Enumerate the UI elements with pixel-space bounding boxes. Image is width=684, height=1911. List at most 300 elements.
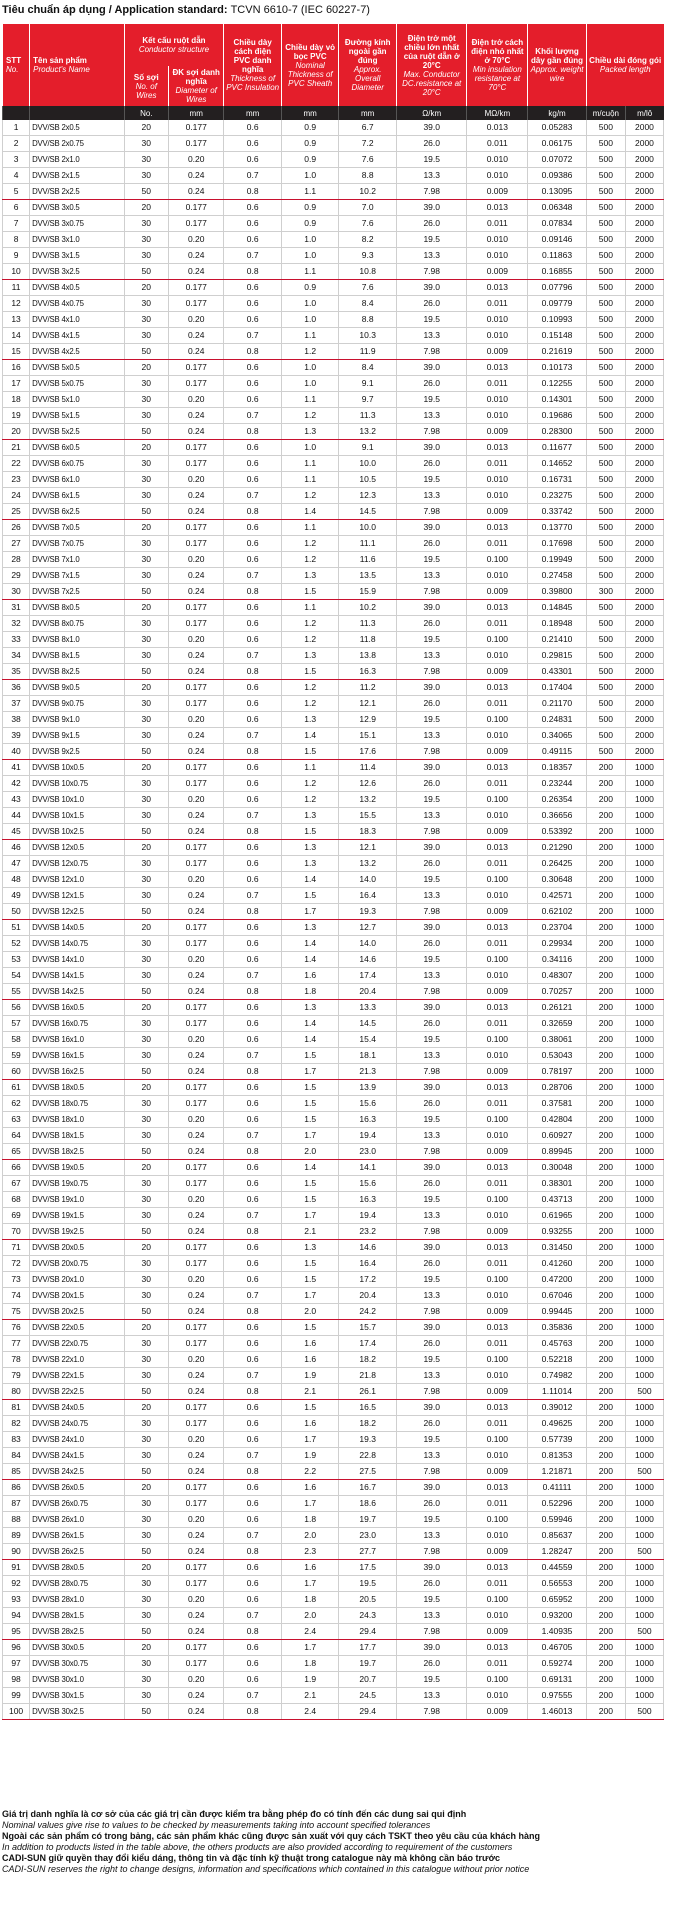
table-cell: 2000 [625,344,663,360]
table-cell: 200 [586,1368,625,1384]
table-cell: 0.49625 [528,1416,587,1432]
table-cell: 0.24 [169,808,224,824]
table-cell: 1.28247 [528,1544,587,1560]
table-cell: 0.177 [169,1336,224,1352]
table-cell: 0.20 [169,1512,224,1528]
table-cell: 2000 [625,200,663,216]
table-cell: 0.010 [467,968,528,984]
table-cell: 2000 [625,696,663,712]
table-cell: 27.7 [339,1544,397,1560]
table-cell: 0.6 [224,216,282,232]
table-cell: 12.1 [339,840,397,856]
table-cell: 15.9 [339,584,397,600]
table-cell: 0.7 [224,1048,282,1064]
table-cell: 1000 [625,1128,663,1144]
standard-label: Tiêu chuẩn áp dụng / Application standard: [2,4,228,16]
table-cell: 1000 [625,1000,663,1016]
table-cell: 26.0 [396,616,467,632]
table-cell: 0.38061 [528,1032,587,1048]
table-cell: 0.30648 [528,872,587,888]
table-cell: 500 [586,344,625,360]
table-cell: 200 [586,776,625,792]
product-name-cell: DVV/SB 4x0.5 [30,280,124,296]
table-cell: 30 [124,648,168,664]
table-cell: 0.6 [224,456,282,472]
table-cell: 6.7 [339,120,397,136]
table-cell: 1000 [625,1672,663,1688]
product-name-cell: DVV/SB 12x0.75 [30,856,124,872]
table-cell: 8.4 [339,360,397,376]
table-cell: 1.0 [281,232,339,248]
table-cell: 200 [586,1352,625,1368]
table-cell: 0.177 [169,1576,224,1592]
table-cell: 0.33742 [528,504,587,520]
table-cell: 0.6 [224,1240,282,1256]
table-cell: 1000 [625,1112,663,1128]
table-cell: 0.17698 [528,536,587,552]
table-cell: 30 [124,1128,168,1144]
table-cell: 19.5 [396,1432,467,1448]
unit-cell: MΩ/km [467,106,528,120]
table-cell: 0.009 [467,984,528,1000]
table-cell: 200 [586,1384,625,1400]
table-cell: 22.8 [339,1448,397,1464]
unit-cell: mm [169,106,224,120]
table-cell: 200 [586,1304,625,1320]
table-cell: 50 [124,824,168,840]
table-cell: 30 [124,632,168,648]
product-name-cell: DVV/SB 3x0.75 [30,216,124,232]
table-cell: 1.7 [281,1288,339,1304]
table-cell: 0.24 [169,1048,224,1064]
table-cell: 500 [586,168,625,184]
table-cell: 500 [586,376,625,392]
table-row [3,872,664,888]
table-cell: 300 [586,584,625,600]
table-cell: 0.8 [224,1064,282,1080]
table-cell: 95 [3,1624,30,1640]
table-cell: 8.2 [339,232,397,248]
table-cell: 1000 [625,1480,663,1496]
table-row [3,632,664,648]
table-cell: 85 [3,1464,30,1480]
table-cell: 200 [586,1336,625,1352]
table-cell: 0.34065 [528,728,587,744]
table-cell: 1000 [625,1160,663,1176]
units-row [3,106,664,120]
table-cell: 0.011 [467,856,528,872]
table-cell: 50 [124,424,168,440]
table-cell: 0.177 [169,1000,224,1016]
table-row [3,1192,664,1208]
table-cell: 39.0 [396,360,467,376]
table-cell: 0.7 [224,168,282,184]
header-stt: STT No. [3,24,30,106]
table-cell: 9 [3,248,30,264]
table-cell: 30 [124,552,168,568]
table-row [3,1640,664,1656]
table-cell: 0.010 [467,1608,528,1624]
product-name-cell: DVV/SB 30x0.75 [30,1656,124,1672]
table-cell: 0.6 [224,1416,282,1432]
table-cell: 0.011 [467,616,528,632]
table-cell: 58 [3,1032,30,1048]
table-cell: 0.177 [169,280,224,296]
table-cell: 2000 [625,184,663,200]
table-cell: 0.6 [224,600,282,616]
table-cell: 11.4 [339,760,397,776]
table-cell: 9.7 [339,392,397,408]
table-cell: 200 [586,1320,625,1336]
product-name-cell: DVV/SB 12x0.5 [30,840,124,856]
table-cell: 26.1 [339,1384,397,1400]
table-cell: 0.52296 [528,1496,587,1512]
table-row [3,360,664,376]
table-row [3,1592,664,1608]
product-name-cell: DVV/SB 24x1.0 [30,1432,124,1448]
table-cell: 90 [3,1544,30,1560]
table-cell: 14.5 [339,504,397,520]
table-row [3,1544,664,1560]
table-cell: 15.6 [339,1096,397,1112]
table-cell: 0.8 [224,184,282,200]
table-row [3,1608,664,1624]
table-cell: 19.7 [339,1656,397,1672]
table-cell: 13.3 [396,648,467,664]
table-cell: 0.6 [224,776,282,792]
product-name-cell: DVV/SB 16x0.75 [30,1016,124,1032]
table-cell: 39 [3,728,30,744]
table-cell: 13.3 [396,1528,467,1544]
table-cell: 26.0 [396,1496,467,1512]
note-custom-products: Ngoài các sản phẩm có trong bảng, các sản phẩm khác cũng được sản xuất với quy cách TSKT theo yêu cầu của khách hàng [2,1831,540,1841]
table-cell: 26.0 [396,1016,467,1032]
table-cell: 26.0 [396,1656,467,1672]
table-cell: 0.62102 [528,904,587,920]
table-row [3,1672,664,1688]
table-cell: 0.010 [467,1448,528,1464]
table-row [3,168,664,184]
table-cell: 500 [586,152,625,168]
table-row [3,1112,664,1128]
table-cell: 0.6 [224,392,282,408]
table-cell: 30 [124,312,168,328]
table-cell: 30 [124,1432,168,1448]
table-cell: 200 [586,1096,625,1112]
table-cell: 2000 [625,552,663,568]
table-cell: 0.6 [224,1352,282,1368]
table-cell: 0.100 [467,1672,528,1688]
spec-table [2,24,664,1720]
table-cell: 200 [586,1112,625,1128]
table-row [3,952,664,968]
table-cell: 82 [3,1416,30,1432]
table-cell: 1000 [625,1432,663,1448]
table-cell: 0.100 [467,712,528,728]
table-cell: 73 [3,1272,30,1288]
product-name-cell: DVV/SB 10x0.75 [30,776,124,792]
table-cell: 19.5 [396,712,467,728]
table-cell: 0.59946 [528,1512,587,1528]
table-cell: 0.6 [224,376,282,392]
table-cell: 26.0 [396,536,467,552]
table-cell: 0.24 [169,1224,224,1240]
table-cell: 0.6 [224,200,282,216]
table-cell: 14 [3,328,30,344]
table-cell: 19.5 [396,552,467,568]
product-name-cell: DVV/SB 18x2.5 [30,1144,124,1160]
table-cell: 2000 [625,440,663,456]
table-cell: 19.5 [396,472,467,488]
table-cell: 1.9 [281,1672,339,1688]
table-cell: 30 [124,328,168,344]
table-cell: 200 [586,760,625,776]
table-cell: 26.0 [396,696,467,712]
table-cell: 15.7 [339,1320,397,1336]
product-name-cell: DVV/SB 26x2.5 [30,1544,124,1560]
table-row [3,472,664,488]
table-cell: 0.24 [169,968,224,984]
product-name-cell: DVV/SB 7x1.5 [30,568,124,584]
table-row [3,1560,664,1576]
table-cell: 11 [3,280,30,296]
table-cell: 77 [3,1336,30,1352]
table-row [3,712,664,728]
table-row [3,600,664,616]
table-cell: 50 [124,1144,168,1160]
table-cell: 0.6 [224,1320,282,1336]
table-cell: 0.6 [224,1592,282,1608]
table-cell: 20 [124,1080,168,1096]
unit-cell: mm [281,106,339,120]
table-cell: 1000 [625,1416,663,1432]
table-cell: 0.46705 [528,1640,587,1656]
table-cell: 56 [3,1000,30,1016]
product-name-cell: DVV/SB 7x0.5 [30,520,124,536]
table-cell: 30 [124,1352,168,1368]
table-cell: 36 [3,680,30,696]
table-cell: 500 [586,728,625,744]
table-cell: 0.8 [224,1544,282,1560]
table-cell: 0.6 [224,792,282,808]
table-cell: 1.2 [281,632,339,648]
table-cell: 12.1 [339,696,397,712]
table-cell: 200 [586,1464,625,1480]
table-cell: 1.4 [281,1032,339,1048]
table-cell: 2.1 [281,1224,339,1240]
product-name-cell: DVV/SB 26x1.0 [30,1512,124,1528]
product-name-cell: DVV/SB 5x0.5 [30,360,124,376]
table-cell: 7.98 [396,1224,467,1240]
table-row [3,1208,664,1224]
table-cell: 0.89945 [528,1144,587,1160]
table-cell: 19.5 [396,1112,467,1128]
header-packed-length: Chiều dài đóng gói Packed length [586,24,663,106]
table-cell: 0.17404 [528,680,587,696]
table-header [3,24,664,120]
table-cell: 39.0 [396,440,467,456]
table-cell: 1000 [625,1192,663,1208]
table-cell: 1000 [625,776,663,792]
product-name-cell: DVV/SB 19x1.0 [30,1192,124,1208]
table-cell: 0.6 [224,1480,282,1496]
table-cell: 50 [124,1304,168,1320]
table-cell: 50 [124,504,168,520]
table-cell: 0.6 [224,1560,282,1576]
table-cell: 1000 [625,1592,663,1608]
table-cell: 1000 [625,856,663,872]
table-cell: 0.67046 [528,1288,587,1304]
table-cell: 0.177 [169,776,224,792]
table-cell: 500 [586,312,625,328]
table-cell: 61 [3,1080,30,1096]
table-cell: 0.05283 [528,120,587,136]
table-row [3,456,664,472]
table-row [3,1000,664,1016]
table-cell: 0.8 [224,1704,282,1720]
table-cell: 0.8 [224,1384,282,1400]
table-cell: 1.4 [281,952,339,968]
table-cell: 0.177 [169,616,224,632]
table-cell: 0.6 [224,1000,282,1016]
table-cell: 1000 [625,1144,663,1160]
table-cell: 7.6 [339,152,397,168]
table-cell: 30 [124,216,168,232]
product-name-cell: DVV/SB 20x0.75 [30,1256,124,1272]
note-nominal-en: Nominal values give rise to values to be checked by measurements taking into account specified tolerances [2,1820,431,1830]
table-cell: 0.6 [224,1096,282,1112]
table-cell: 0.24 [169,728,224,744]
table-cell: 28 [3,552,30,568]
table-row [3,808,664,824]
table-cell: 200 [586,1560,625,1576]
table-cell: 0.011 [467,136,528,152]
table-cell: 0.21290 [528,840,587,856]
table-cell: 20 [124,200,168,216]
table-row [3,1272,664,1288]
table-cell: 30 [124,872,168,888]
table-cell: 0.23704 [528,920,587,936]
table-cell: 7.98 [396,664,467,680]
table-cell: 1.2 [281,344,339,360]
table-cell: 500 [586,632,625,648]
table-cell: 0.24 [169,648,224,664]
unit-cell: Ω/km [396,106,467,120]
table-cell: 1.1 [281,392,339,408]
table-cell: 0.20 [169,1592,224,1608]
table-cell: 1.0 [281,312,339,328]
table-cell: 0.24 [169,1688,224,1704]
table-cell: 11.3 [339,408,397,424]
table-cell: 30 [124,1592,168,1608]
table-cell: 200 [586,1496,625,1512]
product-name-cell: DVV/SB 26x0.5 [30,1480,124,1496]
table-cell: 1.3 [281,424,339,440]
product-name-cell: DVV/SB 8x0.75 [30,616,124,632]
table-cell: 0.013 [467,920,528,936]
table-cell: 0.009 [467,1544,528,1560]
table-cell: 30 [124,1576,168,1592]
table-row [3,376,664,392]
table-cell: 20 [124,600,168,616]
table-cell: 0.93200 [528,1608,587,1624]
product-name-cell: DVV/SB 28x1.0 [30,1592,124,1608]
table-cell: 20 [124,840,168,856]
table-cell: 19.7 [339,1512,397,1528]
unit-cell [3,106,30,120]
table-cell: 30 [124,1656,168,1672]
table-cell: 0.009 [467,744,528,760]
table-cell: 0.013 [467,120,528,136]
table-cell: 0.009 [467,584,528,600]
table-cell: 7.98 [396,1464,467,1480]
table-cell: 0.100 [467,632,528,648]
table-cell: 92 [3,1576,30,1592]
table-cell: 0.53043 [528,1048,587,1064]
table-cell: 0.6 [224,696,282,712]
table-row [3,1512,664,1528]
table-cell: 7.98 [396,904,467,920]
table-cell: 30 [124,792,168,808]
product-name-cell: DVV/SB 2x0.75 [30,136,124,152]
table-cell: 0.20 [169,1032,224,1048]
table-cell: 7.98 [396,504,467,520]
table-row [3,1016,664,1032]
table-cell: 63 [3,1112,30,1128]
table-cell: 0.24 [169,504,224,520]
table-cell: 500 [586,408,625,424]
table-row [3,1704,664,1720]
table-cell: 69 [3,1208,30,1224]
header-insulation-resistance: Điện trở cách điện nhỏ nhất ở 70°C Min insulation resistance at 70°C [467,24,528,106]
table-cell: 200 [586,1608,625,1624]
table-cell: 7.98 [396,1384,467,1400]
table-row [3,1496,664,1512]
table-cell: 0.32659 [528,1016,587,1032]
table-cell: 0.177 [169,1480,224,1496]
table-cell: 41 [3,760,30,776]
table-cell: 0.6 [224,136,282,152]
table-cell: 19.4 [339,1208,397,1224]
table-cell: 47 [3,856,30,872]
table-cell: 30 [124,1688,168,1704]
table-cell: 200 [586,824,625,840]
table-cell: 75 [3,1304,30,1320]
table-cell: 8.8 [339,168,397,184]
table-cell: 30 [124,488,168,504]
table-cell: 30 [124,728,168,744]
table-row [3,424,664,440]
table-cell: 0.9 [281,200,339,216]
table-cell: 7.98 [396,584,467,600]
product-name-cell: DVV/SB 18x0.75 [30,1096,124,1112]
table-cell: 1000 [625,1512,663,1528]
table-cell: 0.011 [467,1336,528,1352]
table-row [3,312,664,328]
table-cell: 45 [3,824,30,840]
table-cell: 30 [124,1016,168,1032]
table-cell: 17.2 [339,1272,397,1288]
table-cell: 0.7 [224,1688,282,1704]
table-cell: 0.24 [169,1304,224,1320]
table-cell: 0.7 [224,648,282,664]
table-cell: 1000 [625,920,663,936]
table-row [3,1448,664,1464]
table-cell: 19.5 [396,1512,467,1528]
table-cell: 20 [124,360,168,376]
table-cell: 0.013 [467,200,528,216]
table-cell: 1.0 [281,376,339,392]
